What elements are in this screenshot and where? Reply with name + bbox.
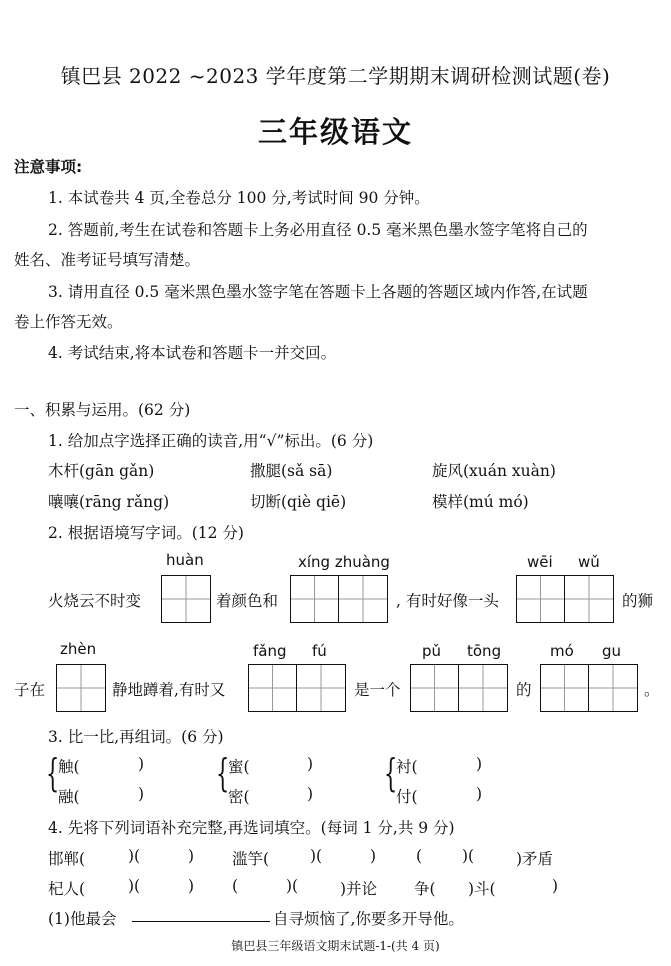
notes-item-3-line-1: 3. 请用直径 0.5 毫米黑色墨水签字笔在答题卡上各题的答题区域内作答,在试题 [48, 283, 588, 301]
q4-idiom-part: )( [462, 847, 475, 865]
q3-close-paren: ) [138, 755, 145, 773]
q4-idiom-part: ) [188, 877, 195, 895]
q2-text: 是一个 [354, 681, 401, 699]
notes-item-2-line-2: 姓名、准考证号填写清楚。 [14, 251, 201, 269]
q4-idiom-part: 邯郸( [48, 850, 86, 868]
q1-item: 撒腿(sǎ sā) [250, 462, 333, 480]
brace-icon: { [216, 751, 230, 795]
q1-item: 木杆(gān gǎn) [48, 462, 155, 480]
q4-idiom-part: ) [552, 877, 559, 895]
q3-close-paren: ) [307, 785, 314, 803]
q2-text: 的狮 [622, 592, 654, 610]
page-footer: 镇巴县三年级语文期末试题-1-(共 4 页) [231, 939, 440, 953]
writing-grid[interactable] [161, 575, 211, 623]
q4-sub1-prefix: (1)他最会 [48, 910, 117, 928]
q4-idiom-part: ( [416, 847, 423, 865]
q2-prompt: 2. 根据语境写字词。(12 分) [48, 524, 244, 542]
q2-text: 。 [644, 681, 660, 699]
q3-char-top: 蜜( [228, 758, 250, 776]
exam-title: 镇巴县 2022 ~2023 学年度第二学期期末调研检测试题(卷) [60, 64, 611, 88]
q3-close-paren: ) [138, 785, 145, 803]
q3-char-bottom: 融( [58, 788, 80, 806]
brace-icon: { [384, 751, 398, 795]
q4-idiom-part: )( [286, 877, 299, 895]
q1-item: 模样(mú mó) [432, 493, 529, 511]
q2-text: 静地蹲着,有时又 [112, 681, 226, 699]
pinyin-label: fǎng [253, 642, 287, 660]
q3-close-paren: ) [307, 755, 314, 773]
pinyin-label: fú [312, 642, 327, 660]
writing-grid[interactable] [516, 575, 614, 623]
q4-idiom-part: )斗( [468, 880, 496, 898]
q1-prompt: 1. 给加点字选择正确的读音,用“√”标出。(6 分) [48, 432, 374, 450]
writing-grid[interactable] [410, 664, 508, 712]
q4-idiom-part: 杞人( [48, 880, 86, 898]
q4-prompt: 4. 先将下列词语补充完整,再选词填空。(每词 1 分,共 9 分) [48, 819, 455, 837]
pinyin-label: huàn [166, 551, 204, 569]
pinyin-label: wēi [527, 553, 553, 571]
q4-idiom-part: )( [310, 847, 323, 865]
q4-idiom-part: )( [128, 847, 141, 865]
q3-char-bottom: 付( [396, 788, 418, 806]
q2-text: 的 [516, 681, 532, 699]
pinyin-label: pǔ [422, 642, 442, 660]
notes-heading: 注意事项: [14, 158, 83, 176]
q3-close-paren: ) [476, 755, 483, 773]
q2-text: 着颜色和 [216, 592, 279, 610]
q4-idiom-part: ( [232, 877, 239, 895]
q4-idiom-part: )矛盾 [516, 850, 554, 868]
notes-item-1: 1. 本试卷共 4 页,全卷总分 100 分,考试时间 90 分钟。 [48, 189, 430, 207]
notes-item-2-line-1: 2. 答题前,考生在试卷和答题卡上务必用直径 0.5 毫米黑色墨水签字笔将自己的 [48, 221, 588, 239]
pinyin-label: mó [550, 642, 574, 660]
notes-item-4: 4. 考试结束,将本试卷和答题卡一并交回。 [48, 344, 337, 362]
pinyin-label: xíng zhuàng [298, 553, 390, 571]
brace-icon: { [46, 751, 60, 795]
writing-grid[interactable] [56, 664, 106, 712]
writing-grid[interactable] [248, 664, 346, 712]
q4-idiom-part: 争( [414, 880, 436, 898]
q4-sub1-suffix: 自寻烦恼了,你要多开导他。 [273, 910, 464, 928]
q1-item: 嚷嚷(rāng rǎng) [48, 493, 170, 511]
q2-text: 子在 [14, 681, 46, 699]
q4-idiom-part: ) [370, 847, 377, 865]
q2-text: , 有时好像一头 [396, 592, 499, 610]
q3-prompt: 3. 比一比,再组词。(6 分) [48, 728, 224, 746]
pinyin-label: zhèn [60, 640, 97, 658]
notes-item-3-line-2: 卷上作答无效。 [14, 313, 123, 331]
writing-grid[interactable] [290, 575, 388, 623]
answer-blank[interactable] [132, 921, 270, 922]
q3-char-bottom: 密( [228, 788, 250, 806]
q4-idiom-part: 滥竽( [232, 850, 270, 868]
pinyin-label: tōng [467, 642, 502, 660]
q1-item: 旋风(xuán xuàn) [432, 462, 556, 480]
q3-char-top: 触( [58, 758, 80, 776]
section-1-heading: 一、积累与运用。(62 分) [14, 401, 191, 419]
q3-close-paren: ) [476, 785, 483, 803]
q4-idiom-part: )并论 [340, 880, 378, 898]
q4-idiom-part: ) [188, 847, 195, 865]
q1-item: 切断(qiè qiē) [250, 493, 347, 511]
writing-grid[interactable] [540, 664, 638, 712]
q3-char-top: 衬( [396, 758, 418, 776]
subject-title: 三年级语文 [257, 115, 413, 149]
q4-idiom-part: )( [128, 877, 141, 895]
pinyin-label: gu [602, 642, 622, 660]
pinyin-label: wǔ [578, 553, 600, 571]
q2-text: 火烧云不时变 [48, 592, 142, 610]
